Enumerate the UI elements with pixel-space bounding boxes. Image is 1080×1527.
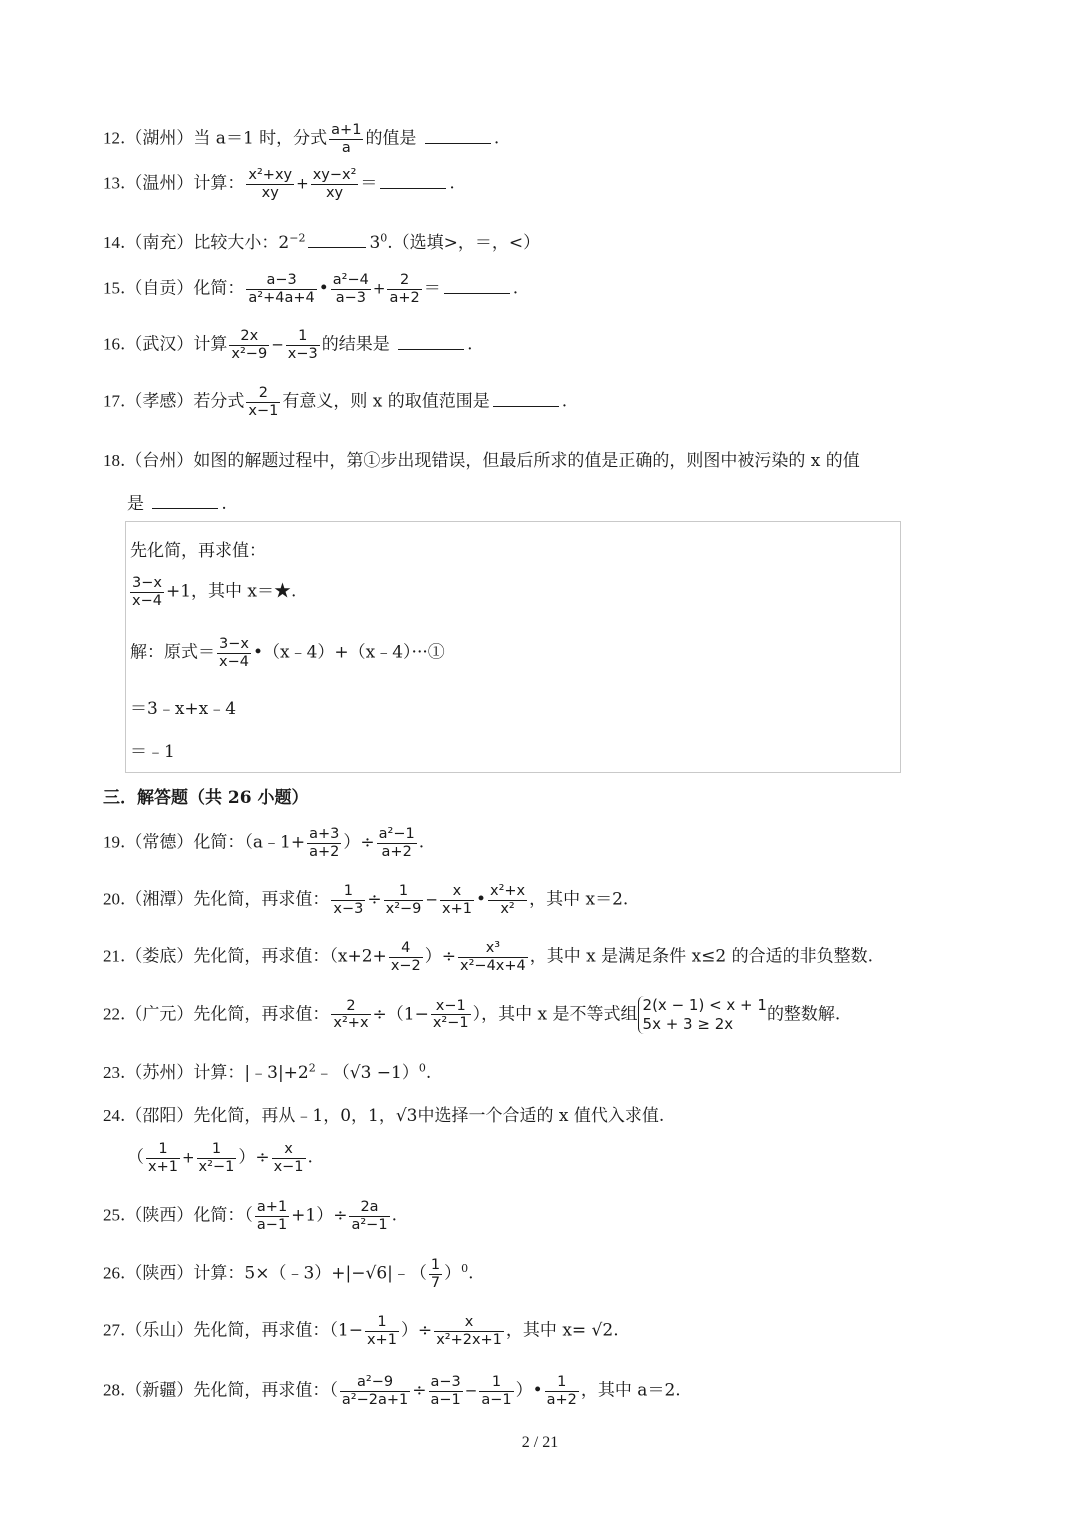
- box-line-1: 先化简，再求值：: [130, 541, 266, 561]
- page-number: 2 / 21: [521, 1434, 559, 1451]
- fraction: $\frac{1}{\text{x²−1}}$: [198, 1141, 235, 1175]
- fraction: $\frac{\text{a²−1}}{a+2}$: [378, 826, 415, 860]
- question-28: 28.（新疆）先化简，再求值：（ $\frac{\text{a²−9}}{\text{a²−2a+1}}$ ÷ $\frac{a-3}{a-1}$ − $\frac{1}{a-1}$ ）• $\frac{1}{a+2}$ ，其中 a＝2.: [103, 1374, 681, 1408]
- fraction: $\frac{a-3}{a-1}$: [430, 1374, 461, 1408]
- question-24-line2: （ $\frac{1}{x+1}$ + $\frac{1}{\text{x²−1}}$ ）÷ $\frac{x}{x-1}$ .: [127, 1141, 313, 1175]
- fraction: $\frac{1}{a+2}$: [546, 1374, 577, 1408]
- fraction: $\frac{1}{x+1}$: [366, 1314, 397, 1348]
- question-16: 16.（武汉）计算 $\frac{2x}{\text{x²−9}}$ − $\frac{1}{x-3}$ 的结果是 .: [103, 328, 473, 362]
- answer-blank[interactable]: [493, 392, 559, 407]
- fraction: $\frac{x-1}{\text{x²−1}}$: [432, 997, 469, 1032]
- fraction: $\frac{x}{x+1}$: [441, 883, 472, 917]
- question-25: 25.（陕西）化简：（ $\frac{a+1}{a-1}$ +1）÷ $\frac{2a}{\text{a²−1}}$ .: [103, 1199, 397, 1233]
- question-22: 22.（广元）先化简，再求值： $\frac{2}{\text{x²+x}}$ ÷（1− $\frac{x-1}{\text{x²−1}}$ ），其中 x 是不等式组 2(x − 1) < x + 1 5x + 3 ≥ 2x 的整数解.: [103, 996, 841, 1033]
- fraction: $\frac{\text{a²−9}}{\text{a²−2a+1}}$: [341, 1374, 409, 1408]
- question-27: 27.（乐山）先化简，再求值：（1− $\frac{1}{x+1}$ ）÷ $\frac{x}{\text{x²+2x+1}}$ ，其中 x= √2.: [103, 1314, 619, 1348]
- question-13: 13.（温州）计算： $\frac{\text{x²+xy}}{xy}$ + $\frac{\text{xy−x²}}{xy}$ ＝ .: [103, 167, 455, 201]
- answer-blank[interactable]: [308, 233, 366, 248]
- question-14: 14.（南充）比较大小：$2^{-2}$ $3^0$.（选填>，＝，<）: [103, 231, 541, 253]
- fraction: $\frac{x}{x-1}$: [273, 1141, 304, 1175]
- question-23: 23.（苏州）计算：$|﹣3|+2^2﹣(√3 -1)^0$.: [103, 1061, 432, 1083]
- question-20: 20.（湘潭）先化简，再求值： $\frac{1}{x-3}$ ÷ $\frac{1}{\text{x²−9}}$ − $\frac{x}{x+1}$ • $\frac{\text{x²+x}}{\text{x²}}$ ，其中 x＝2.: [103, 883, 629, 917]
- fraction: $\frac{1}{7}$: [430, 1257, 441, 1291]
- question-18: 18.（台州）如图的解题过程中，第①步出现错误，但最后所求的值是正确的，则图中被污染的 x 的值: [103, 451, 860, 471]
- question-21: 21.（娄底）先化简，再求值：（x+2+ $\frac{4}{x-2}$ ）÷ $\frac{\text{x³}}{\text{x²−4x+4}}$ ，其中 x 是满足条件 x≤2 的合适的非负整数.: [103, 940, 874, 974]
- fraction: $\frac{1}{x+1}$: [148, 1141, 178, 1175]
- fraction: $\frac{a+3}{a+2}$: [309, 826, 340, 860]
- section-heading: 三．解答题（共 26 小题）: [103, 788, 309, 808]
- fraction: $\frac{a+1}{a-1}$: [256, 1199, 288, 1233]
- box-line-3: 解：原式＝ $\frac{3-x}{x-4}$ •（x﹣4）+（x﹣4）···①: [130, 636, 445, 670]
- box-line-4: ＝3﹣x+x﹣4: [130, 699, 237, 719]
- fraction: $\frac{\text{xy−x²}}{xy}$: [312, 167, 357, 201]
- question-17: 17.（孝感）若分式 $\frac{2}{x-1}$ 有意义，则 x 的取值范围是 .: [103, 385, 568, 419]
- question-12: 12.（湖州）当 a＝1 时，分式 $\frac{a+1}{a}$ 的值是 .: [103, 122, 500, 156]
- fraction: $\frac{4}{x-2}$: [390, 940, 421, 974]
- fraction: $\frac{2a}{\text{a²−1}}$: [351, 1199, 388, 1233]
- fraction: $\frac{\text{x³}}{\text{x²−4x+4}}$: [460, 940, 526, 974]
- fraction: $\frac{\text{x²+x}}{\text{x²}}$: [489, 883, 526, 917]
- fraction: $\frac{1}{x-3}$: [287, 328, 318, 362]
- answer-blank[interactable]: [152, 494, 218, 509]
- fraction: $\frac{\text{a²−4}}{a-3}$: [332, 272, 369, 306]
- fraction: $\frac{2}{x-1}$: [248, 385, 279, 419]
- fraction: $\frac{a+1}{a}$: [331, 122, 362, 156]
- fraction: $\frac{2}{a+2}$: [389, 272, 420, 306]
- question-15: 15.（自贡）化简： $\frac{a-3}{\text{a²+4a+4}}$ • $\frac{\text{a²−4}}{a-3}$ + $\frac{2}{a+2}$ ＝ .: [103, 272, 519, 306]
- box-line-2: $\frac{3-x}{x-4}$ +1，其中 x＝★.: [132, 575, 297, 609]
- question-24: 24.（邵阳）先化简，再从﹣1，0，1，√3中选择一个合适的 x 值代入求值.: [103, 1106, 665, 1126]
- box-line-5: ＝﹣1: [130, 742, 175, 762]
- question-19: 19.（常德）化简：（a﹣1+ $\frac{a+3}{a+2}$ ）÷ $\frac{\text{a²−1}}{a+2}$ .: [103, 826, 425, 860]
- answer-blank[interactable]: [398, 335, 464, 350]
- question-26: 26.（陕西）计算：5×（﹣3）+|−√6|﹣（ $\frac{1}{7}$ ）$^0$.: [103, 1257, 474, 1291]
- fraction: $\frac{a-3}{\text{a²+4a+4}}$: [248, 272, 315, 306]
- answer-blank[interactable]: [425, 129, 491, 144]
- fraction: $\frac{3-x}{x-4}$: [132, 575, 162, 609]
- fraction: $\frac{x}{\text{x²+2x+1}}$: [436, 1314, 502, 1348]
- fraction: $\frac{2x}{\text{x²−9}}$: [231, 328, 268, 362]
- fraction: $\frac{1}{x-3}$: [333, 883, 364, 917]
- inequality-system: 2(x − 1) < x + 1 5x + 3 ≥ 2x: [638, 996, 767, 1034]
- fraction: $\frac{1}{a-1}$: [481, 1374, 512, 1408]
- fraction: $\frac{1}{\text{x²−9}}$: [385, 883, 422, 917]
- fraction: $\frac{2}{\text{x²+x}}$: [333, 997, 369, 1032]
- answer-blank[interactable]: [444, 279, 510, 294]
- fraction: $\frac{\text{x²+xy}}{xy}$: [248, 167, 293, 201]
- fraction: $\frac{3-x}{x-4}$: [219, 636, 249, 670]
- question-18-line2: 是 .: [127, 494, 227, 514]
- answer-blank[interactable]: [380, 174, 446, 189]
